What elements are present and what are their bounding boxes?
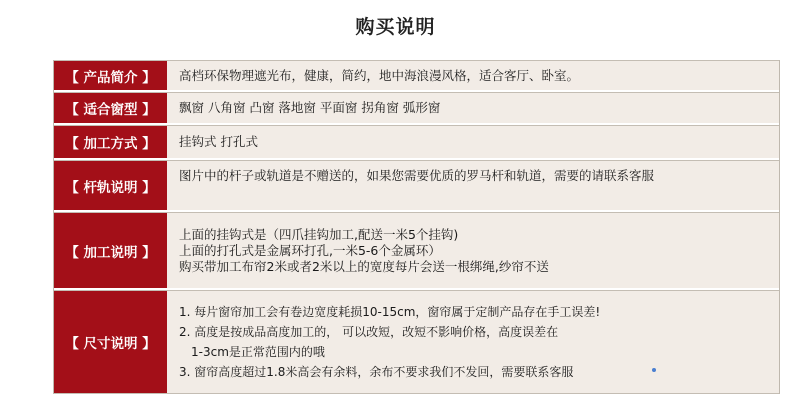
row-rod-track [54, 160, 779, 210]
content-processing-method [167, 126, 779, 158]
text-line: 图片中的杆子或轨道是不赠送的，如果您需要优质的罗马杆和轨道，需要的请联系客服 [179, 168, 655, 183]
row-window-types [54, 92, 779, 123]
text-line: 购买带加工布帘2米或者2米以上的宽度每片会送一根绑绳,纱帘不送 [179, 258, 549, 274]
text-line: 1. 每片窗帘加工会有卷边宽度耗损10-15cm，窗帘属于定制产品存在手工误差! [179, 305, 601, 319]
info-table [53, 60, 780, 394]
label-product-intro: 【 产品简介 】 [54, 61, 167, 90]
blue-dot-mark [652, 368, 656, 372]
label-processing-method: 【 加工方式 】 [54, 126, 167, 158]
page-title: 购买说明 [355, 16, 436, 38]
row-size-notes [54, 290, 779, 394]
label-rod-track: 【 杆轨说明 】 [54, 161, 167, 210]
row-processing-method [54, 125, 779, 158]
label-processing-notes: 【 加工说明 】 [54, 213, 167, 288]
content-product-intro [167, 61, 779, 90]
text-line: 2. 高度是按成品高度加工的， 可以改短，改短不影响价格，高度误差在 [179, 325, 559, 339]
label-window-types: 【 适合窗型 】 [54, 93, 167, 123]
text-line: 上面的打孔式是金属环打孔,一米5-6个金属环） [179, 242, 441, 258]
text-line: 飘窗 八角窗 凸窗 落地窗 平面窗 拐角窗 弧形窗 [179, 100, 441, 115]
text-line: 3. 窗帘高度超过1.8米高会有余料，余布不要求我们不发回，需要联系客服 [179, 365, 574, 379]
content-size-notes [167, 291, 779, 393]
row-processing-notes [54, 212, 779, 288]
text-line: 挂钩式 打孔式 [179, 134, 258, 149]
text-line: 上面的挂钩式是（四爪挂钩加工,配送一米5个挂钩) [179, 226, 459, 242]
content-window-types [167, 93, 779, 123]
content-rod-track [167, 161, 779, 210]
content-processing-notes [167, 213, 779, 288]
text-line: 1-3cm是正常范围内的哦 [191, 345, 325, 359]
text-line: 高档环保物理遮光布，健康，简约，地中海浪漫风格，适合客厅、卧室。 [179, 67, 580, 83]
label-size-notes: 【 尺寸说明 】 [54, 291, 167, 393]
row-product-intro [54, 60, 779, 90]
